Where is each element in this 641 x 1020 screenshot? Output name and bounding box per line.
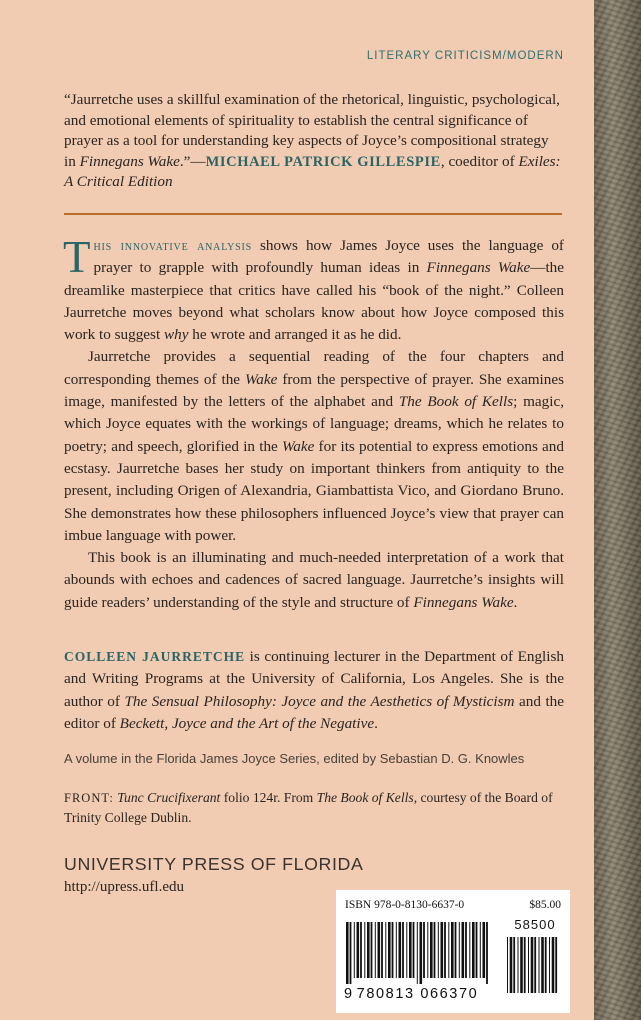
publisher-name: UNIVERSITY PRESS OF FLORIDA <box>64 854 364 874</box>
barcode-bar <box>552 937 555 993</box>
barcode-bar <box>528 937 529 993</box>
barcode-bar <box>451 922 454 978</box>
barcode-bar <box>476 922 478 978</box>
publisher-url[interactable]: http://upress.ufl.edu <box>64 879 184 895</box>
credit-text-b: , courtesy of the Board of Trinity College Dublin. <box>64 790 553 825</box>
barcode-bar <box>480 922 481 978</box>
p3-text-b: . <box>513 593 518 611</box>
barcode-bar <box>413 922 415 978</box>
quote-title: Finnegans Wake <box>79 152 180 170</box>
barcode-bar <box>444 922 446 978</box>
bio-book-2: Beckett, Joyce and the Art of the Negative <box>119 714 375 732</box>
quote-affiliation-prefix: , coeditor of <box>440 152 519 170</box>
barcode-bar <box>531 937 534 993</box>
barcode-bar <box>399 922 402 978</box>
barcode-bar <box>420 922 423 984</box>
endorsement-quote <box>64 90 564 193</box>
p3-text-a: This book is an illuminating and much-needed interpretation of a work that abounds with echoes and cadences of sacred language. Jaurretche’s insights will guide readers’ understanding of the style and structure of <box>64 549 564 611</box>
series-note: A volume in the Florida James Joyce Series, edited by Sebastian D. G. Knowles <box>64 751 525 766</box>
barcode-bar <box>534 937 536 993</box>
quote-text: “Jaurretche uses a skillful examination of the rhetorical, linguistic, psychological, and emotional elements of spirituality to establish the central significance of prayer as a tool for understanding key aspects of Joyce’s compositional strategy in <box>64 91 560 170</box>
p2-text-b: from the perspective of prayer. She examines image, manifested by the letters of the alphabet and <box>64 370 564 411</box>
barcode-bar <box>524 937 526 993</box>
barcode-bar <box>539 937 540 993</box>
p2-book-of-kells: The Book of Kells <box>398 393 514 411</box>
p1-text-a: shows how James Joyce uses the language of prayer to grapple with profoundly human ideas in <box>93 237 564 277</box>
price-label: $85.00 <box>529 899 561 911</box>
barcode-bar <box>507 937 508 993</box>
p2-wake-2: Wake <box>282 437 315 455</box>
barcode-bar <box>346 922 349 984</box>
barcode-digits <box>344 986 504 1002</box>
quote-author: MICHAEL PATRICK GILLESPIE <box>205 153 441 170</box>
description <box>63 232 565 614</box>
divider-rule <box>64 213 562 215</box>
barcode-bar <box>388 922 391 978</box>
bio-text-c: . <box>374 714 378 732</box>
credit-label: FRONT: <box>64 791 114 805</box>
bio-text-b: and the editor of <box>64 692 565 732</box>
barcode-bar <box>448 922 449 978</box>
barcode-bar <box>378 922 381 978</box>
p1-text-b: —the dreamlike masterpiece that critics have called his “book of the night.” Colleen Jaurretche moves beyond what scholars know about how Joyce composed this work to suggest <box>64 259 565 344</box>
barcode-bar <box>406 922 407 978</box>
barcode-bar <box>430 922 433 978</box>
barcode-bar <box>367 922 370 978</box>
quote-affiliation-title: Exiles: A Critical Edition <box>64 152 561 190</box>
category-label: LITERARY CRITICISM/MODERN <box>366 50 564 62</box>
barcode-bar <box>360 922 362 978</box>
barcode-bar <box>469 922 470 978</box>
barcode-digits-left: 780813 <box>356 986 415 1002</box>
barcode-bar <box>396 922 397 978</box>
barcode-bar <box>472 922 475 978</box>
credit-title: Tunc Crucifixerant <box>117 790 221 805</box>
barcode-bar <box>555 937 557 993</box>
credit-text-a: folio 124r. From <box>220 790 317 805</box>
barcode-bar <box>350 922 352 984</box>
barcode-bar <box>486 922 488 984</box>
quote-end: .”— <box>179 152 206 170</box>
p1-title: Finnegans Wake <box>426 259 531 277</box>
barcode-bar <box>417 922 418 984</box>
bio-text-a: is continuing lecturer in the Department of English and Writing Programs at the University of California, Los Angeles. She is the author of <box>64 648 564 710</box>
barcode-bar <box>541 937 544 993</box>
barcode-bar <box>465 922 467 978</box>
p2-text-a: Jaurretche provides a sequential reading of the four chapters and corresponding themes of the <box>64 348 564 388</box>
p3-title: Finnegans Wake <box>413 593 514 611</box>
p1-text-c: he wrote and arranged it as he did. <box>188 326 402 344</box>
barcode-bar <box>513 937 515 993</box>
barcode-bar <box>427 922 428 978</box>
bio-book-1: The Sensual Philosophy: Joyce and the Aesthetics of Mysticism <box>124 692 515 710</box>
barcode-bar <box>518 937 519 993</box>
barcode-bar <box>392 922 394 978</box>
barcode-bar <box>423 922 425 978</box>
barcode-bar <box>402 922 404 978</box>
barcode-bar <box>549 937 550 993</box>
barcode-bar <box>438 922 439 978</box>
barcode-bar <box>545 937 547 993</box>
credit-book: The Book of Kells <box>316 790 414 805</box>
barcode-lead-digit: 9 <box>344 986 354 1002</box>
addon-barcode <box>507 937 561 993</box>
p2-wake-1: Wake <box>245 370 278 388</box>
barcode-bar <box>483 922 486 978</box>
barcode-bar <box>459 922 460 978</box>
barcode-panel <box>336 890 570 1013</box>
isbn-barcode <box>346 922 492 984</box>
spine-texture <box>594 0 641 1020</box>
barcode-bar <box>441 922 444 978</box>
barcode-bar <box>364 922 365 978</box>
barcode-bar <box>385 922 386 978</box>
p2-text-d: for its potential to express emotions and ecstasy. Jaurretche bases her study on important thinkers from antiquity to the present, including Origen of Alexandria, Giambattista Vico, and Giordano Bruno. She demonstrates how these philosophers influenced Joyce’s view that prayer can imbue language with power. <box>64 437 564 544</box>
p2-text-c: ; magic, which Joyce equates with the workings of language; dreams, which he relates to poetry; and speech, glorified in the <box>64 393 565 455</box>
addon-number: 58500 <box>514 917 556 932</box>
cover-credit <box>64 788 564 828</box>
barcode-bar <box>455 922 457 978</box>
barcode-digits-right: 066370 <box>420 986 479 1002</box>
barcode-bar <box>371 922 373 978</box>
isbn-label: ISBN 978-0-8130-6637-0 <box>345 899 465 911</box>
barcode-bar <box>462 922 465 978</box>
barcode-bar <box>434 922 436 978</box>
lead-phrase: his innovative analysis <box>93 238 252 254</box>
drop-cap: T <box>63 232 91 282</box>
barcode-bar <box>357 922 360 978</box>
p1-emphasis: why <box>163 326 189 344</box>
author-bio <box>64 646 564 735</box>
barcode-bar <box>375 922 376 978</box>
barcode-bar <box>520 937 523 993</box>
barcode-bar <box>409 922 412 978</box>
barcode-bar <box>354 922 355 978</box>
barcode-bar <box>381 922 383 978</box>
bio-author-name: COLLEEN JAURRETCHE <box>64 649 246 664</box>
barcode-bar <box>510 937 513 993</box>
